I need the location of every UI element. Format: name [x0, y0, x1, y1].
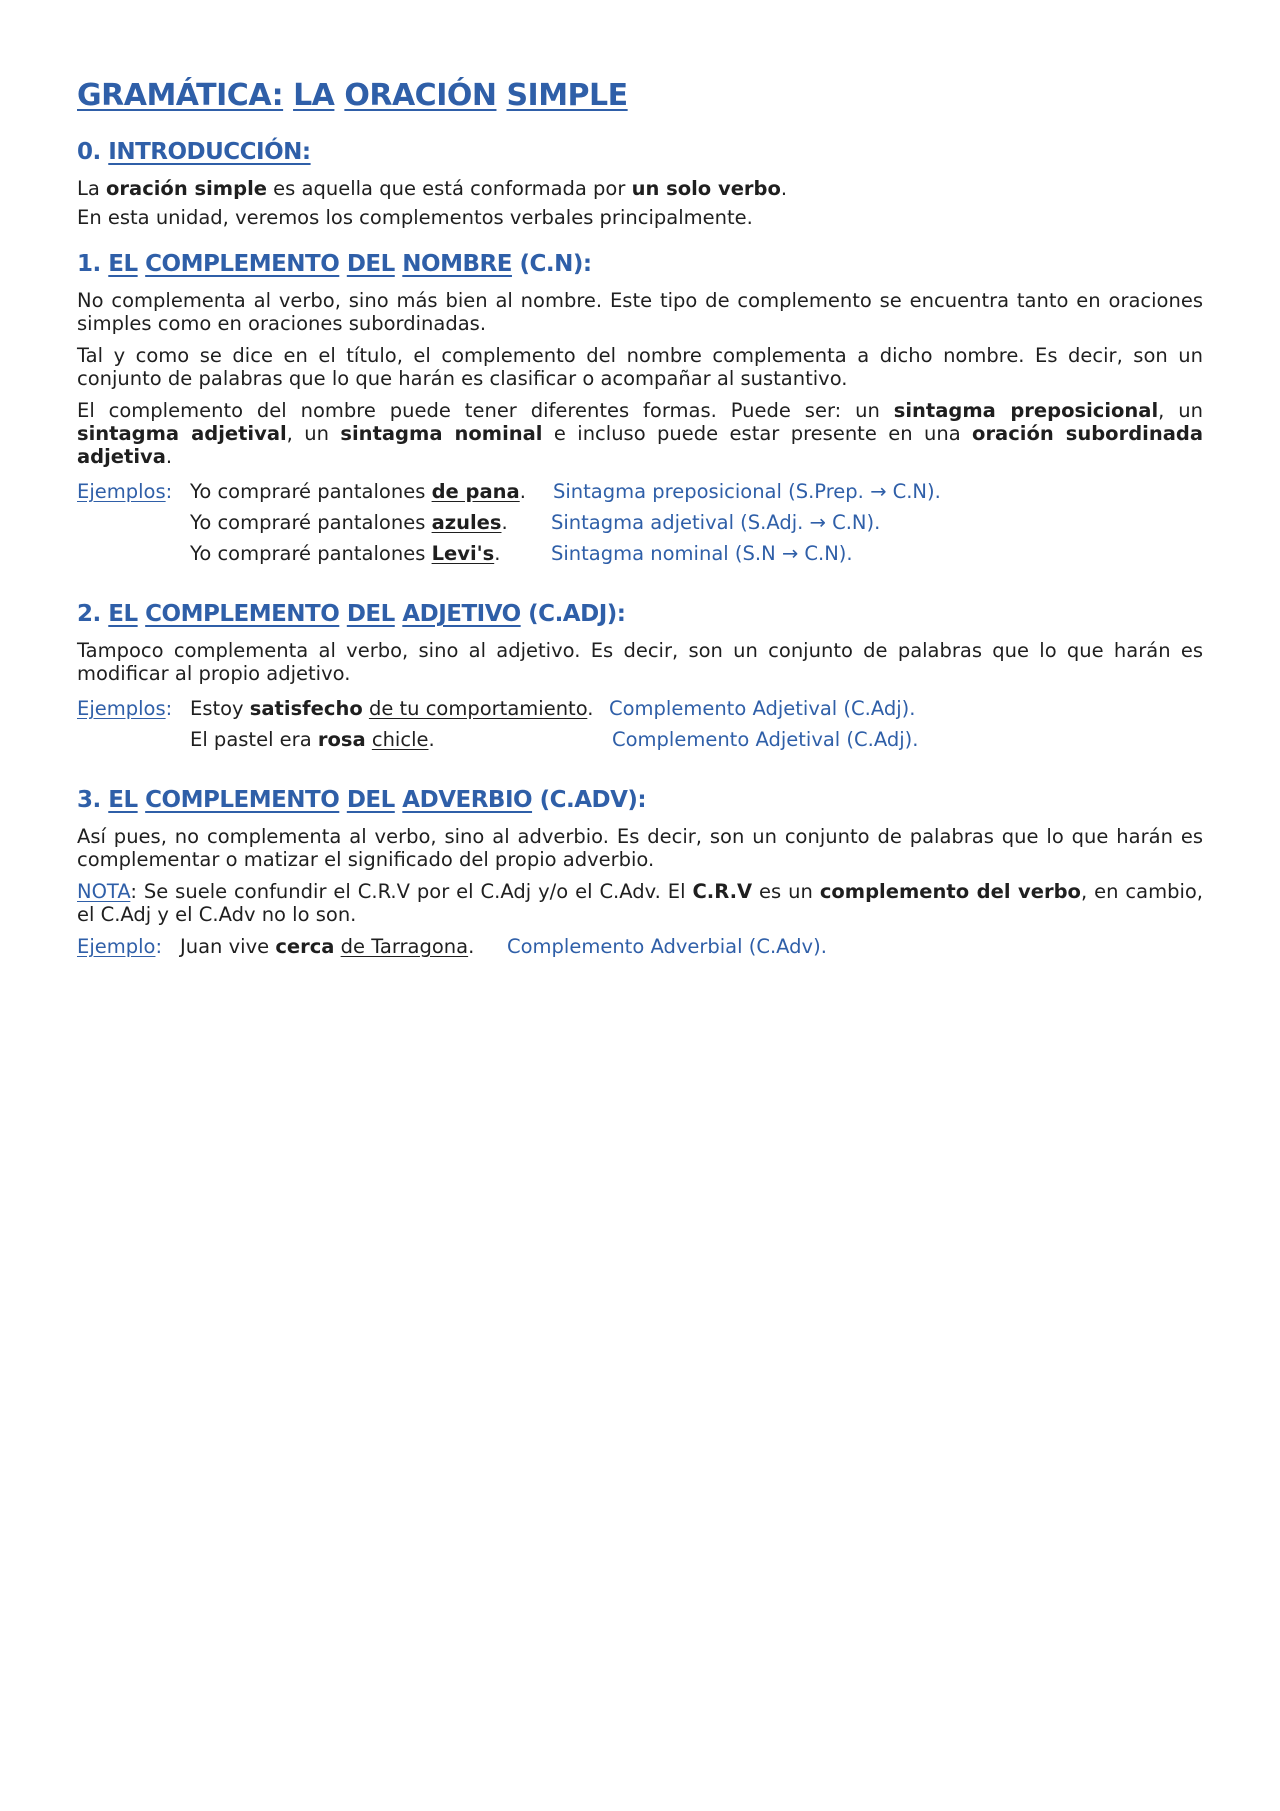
text: Yo compraré pantalones: [190, 542, 432, 565]
paragraph: En esta unidad, veremos los complementos verbales principalmente.: [77, 206, 753, 229]
example-sentence: [190, 697, 594, 720]
text: .: [501, 511, 508, 534]
bold-text: un solo verbo: [631, 177, 781, 200]
text: , un: [286, 422, 341, 445]
text: .: [587, 697, 594, 720]
text: Yo compraré pantalones: [190, 511, 432, 534]
text: Estoy: [190, 697, 250, 720]
examples-label: [77, 480, 172, 503]
example-row: [77, 480, 1203, 511]
text: .: [428, 728, 435, 751]
example-row: [77, 935, 1203, 966]
example-sentence: [190, 511, 508, 534]
heading-word: COMPLEMENTO: [145, 601, 340, 627]
section-number: 1.: [77, 251, 101, 277]
example-sentence: [190, 480, 526, 503]
example-row: [77, 728, 1203, 759]
section-number: 2.: [77, 601, 101, 627]
paragraph: Tal y como se dice en el título, el complemento del nombre complementa a dicho nombre. Es decir, son un conjunto de palabras que lo que harán es clasificar o acompañar al sustantivo.: [77, 344, 1203, 390]
paragraph: Tampoco complementa al verbo, sino al adjetivo. Es decir, son un conjunto de palabras que lo que harán es modificar al propio adjetivo.: [77, 639, 1203, 685]
example-result: Complemento Adjetival (C.Adj).: [609, 697, 916, 720]
text: es un: [752, 880, 820, 903]
heading-word: EL: [108, 787, 138, 813]
heading-word: DEL: [346, 601, 395, 627]
section-heading-cadv: [77, 787, 1203, 813]
title-word: ORACIÓN: [344, 78, 497, 113]
text: , un: [1158, 399, 1203, 422]
text: .: [165, 445, 173, 468]
highlight-text: Levi's: [431, 542, 495, 565]
section-heading-intro: [77, 139, 1203, 165]
heading-word: COMPLEMENTO: [145, 787, 340, 813]
text: .: [519, 480, 526, 503]
examples-label-colon: :: [165, 697, 173, 720]
text: Yo compraré pantalones: [190, 480, 432, 503]
highlight-text: azules: [431, 511, 502, 534]
paragraph: [77, 399, 1203, 468]
bold-text: satisfecho: [249, 697, 363, 720]
heading-word: ADJETIVO: [402, 601, 521, 627]
example-row: [77, 697, 1203, 728]
section-number: 3.: [77, 787, 101, 813]
note-label: NOTA: [77, 880, 131, 903]
underlined-text: chicle: [371, 728, 429, 751]
example-result: Complemento Adjetival (C.Adj).: [612, 728, 919, 751]
example-row: [77, 542, 1203, 573]
title-word: GRAMÁTICA:: [77, 78, 284, 113]
example-sentence: [190, 542, 500, 565]
paragraph: Así pues, no complementa al verbo, sino al adverbio. Es decir, son un conjunto de palabras que lo que harán es complementar o matizar el significado del propio adverbio.: [77, 825, 1203, 871]
example-label: [77, 935, 162, 958]
bold-text: cerca: [275, 935, 335, 958]
paragraph: No complementa al verbo, sino más bien al nombre. Este tipo de complemento se encuentra tanto en oraciones simples como en oraciones subordinadas.: [77, 289, 1203, 335]
heading-word: ADVERBIO: [402, 787, 533, 813]
example-result: Complemento Adverbial (C.Adv).: [507, 935, 827, 958]
examples-label-text: Ejemplos: [77, 697, 166, 720]
example-result: Sintagma preposicional (S.Prep. → C.N).: [553, 480, 941, 503]
bold-text: sintagma preposicional: [893, 399, 1159, 422]
section-heading-cadj: [77, 601, 1203, 627]
bold-text: oración simple: [106, 177, 267, 200]
example-result: Sintagma nominal (S.N → C.N).: [551, 542, 853, 565]
text: es aquella que está conformada por: [266, 177, 632, 200]
example-label-text: Ejemplo: [77, 935, 156, 958]
underlined-text: de tu comportamiento: [368, 697, 588, 720]
heading-word: NOMBRE: [402, 251, 512, 277]
section-heading-cn: [77, 251, 1203, 277]
heading-word: (C.ADJ):: [528, 601, 626, 627]
examples-label: [77, 697, 172, 720]
highlight-text: de pana: [431, 480, 520, 503]
bold-text: C.R.V: [692, 880, 753, 903]
heading-word: DEL: [346, 787, 395, 813]
page-title: [77, 78, 1203, 113]
bold-text: complemento del verbo: [819, 880, 1081, 903]
examples-label-colon: :: [165, 480, 173, 503]
text: .: [468, 935, 475, 958]
text: : Se suele confundir el C.R.V por el C.Adj y/o el C.Adv. El: [130, 880, 693, 903]
note-paragraph: [77, 880, 1203, 926]
examples-label-text: Ejemplos: [77, 480, 166, 503]
text: , en cambio, el C.Adj y el C.Adv no lo son.: [77, 880, 1203, 926]
underlined-text: de Tarragona: [340, 935, 469, 958]
heading-word: EL: [108, 601, 138, 627]
example-label-colon: :: [155, 935, 163, 958]
example-sentence: [190, 728, 435, 751]
text: El pastel era: [190, 728, 318, 751]
bold-text: sintagma adjetival: [77, 422, 287, 445]
text: La: [77, 177, 107, 200]
example-sentence: [180, 935, 474, 958]
text: .: [780, 177, 788, 200]
heading-word: COMPLEMENTO: [145, 251, 340, 277]
heading-word: DEL: [346, 251, 395, 277]
title-word: LA: [293, 78, 335, 113]
bold-text: rosa: [317, 728, 366, 751]
text: El complemento del nombre puede tener diferentes formas. Puede ser: un: [77, 399, 894, 422]
text: Juan vive: [180, 935, 276, 958]
paragraph: [77, 177, 1203, 200]
example-result: Sintagma adjetival (S.Adj. → C.N).: [551, 511, 881, 534]
text: .: [494, 542, 501, 565]
heading-word: EL: [108, 251, 138, 277]
example-row: [77, 511, 1203, 542]
bold-text: sintagma nominal: [340, 422, 543, 445]
section-number: 0.: [77, 139, 101, 165]
heading-word: (C.ADV):: [539, 787, 647, 813]
section-heading-text: INTRODUCCIÓN:: [108, 139, 311, 165]
heading-word: (C.N):: [519, 251, 592, 277]
bold-text: oración subordinada adjetiva: [77, 422, 1203, 468]
title-word: SIMPLE: [506, 78, 628, 113]
text: e incluso puede estar presente en una: [542, 422, 973, 445]
